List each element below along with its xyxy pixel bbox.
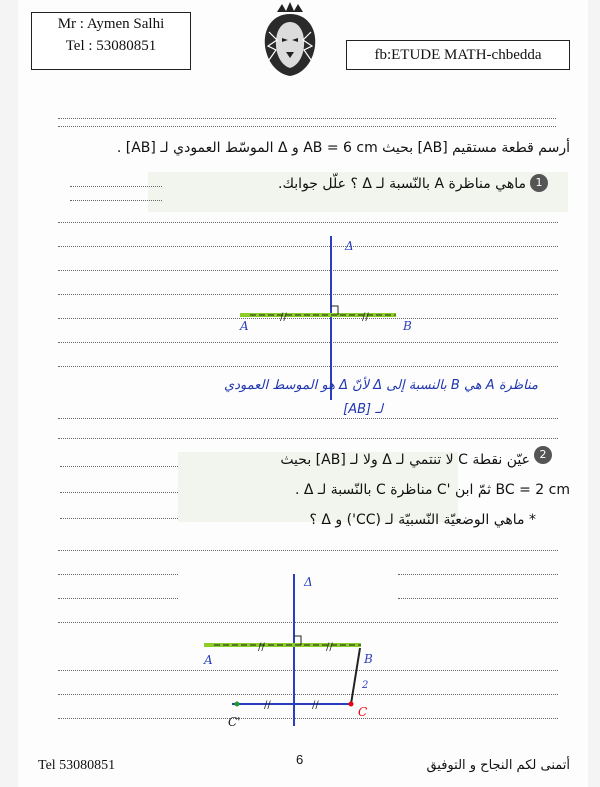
point-c-prime-dot <box>235 702 240 707</box>
figure-2 <box>18 0 588 787</box>
figure-2-tick-left: // <box>258 642 265 653</box>
footer-tel: Tel 53080851 <box>38 758 116 773</box>
question-2-line-2: BC = 2 cm ثمّ ابن 'C مناظرة C بالنّسبة لـ Δ . <box>294 482 570 498</box>
point-c-dot <box>349 702 354 707</box>
teacher-name: Mr : Aymen Salhi <box>57 16 165 32</box>
answer-1-line-2: لـ [AB] <box>343 402 383 417</box>
question-1-number: 1 <box>530 174 548 192</box>
question-1-text: ماهي مناظرة A بالنّسبة لـ Δ ؟ علّل جوابك. <box>278 176 526 192</box>
exercise-intro: أرسم قطعة مستقيم [AB] بحيث AB = 6 cm و Δ الموسّط العمودي لـ [AB] . <box>116 140 570 156</box>
figure-2-bc-length: 2 <box>362 680 369 691</box>
question-2-line-3: * ماهي الوضعيّة النّسبيّة لـ (CC') و Δ ؟ <box>309 512 536 528</box>
figure-1-tick-right: // <box>362 312 369 323</box>
figure-2-delta-label: Δ <box>304 575 313 589</box>
footer-wish: أتمنى لكم النجاح و التوفيق <box>426 758 570 773</box>
figure-2-point-c-prime: C' <box>228 715 241 729</box>
worksheet-page <box>18 0 588 787</box>
figure-1-delta-label: Δ <box>345 239 354 253</box>
figure-2-tick-cc-right: // <box>312 700 319 711</box>
figure-2-tick-right: // <box>326 642 333 653</box>
teacher-tel: Tel : 53080851 <box>65 38 157 54</box>
figure-2-tick-cc-left: // <box>264 700 271 711</box>
facebook-handle: fb:ETUDE MATH-chbedda <box>374 47 542 63</box>
answer-1-line-1: مناظرة A هي B بالنسبة إلى Δ لأنّ Δ هو الموسط العمودي <box>224 378 538 393</box>
question-2-line-1: عيّن نقطة C لا تنتمي لـ Δ ولا لـ [AB] بحيث <box>280 452 530 468</box>
figure-2-point-b: B <box>364 652 373 666</box>
question-2-number: 2 <box>534 446 552 464</box>
segment-bc <box>351 648 360 704</box>
figure-1-point-b: B <box>403 319 412 333</box>
figure-1-point-a: A <box>240 319 249 333</box>
figure-2-point-c: C <box>358 705 368 719</box>
page-number: 6 <box>296 752 304 767</box>
figure-1-tick-left: // <box>280 312 287 323</box>
figure-2-point-a: A <box>204 653 213 667</box>
